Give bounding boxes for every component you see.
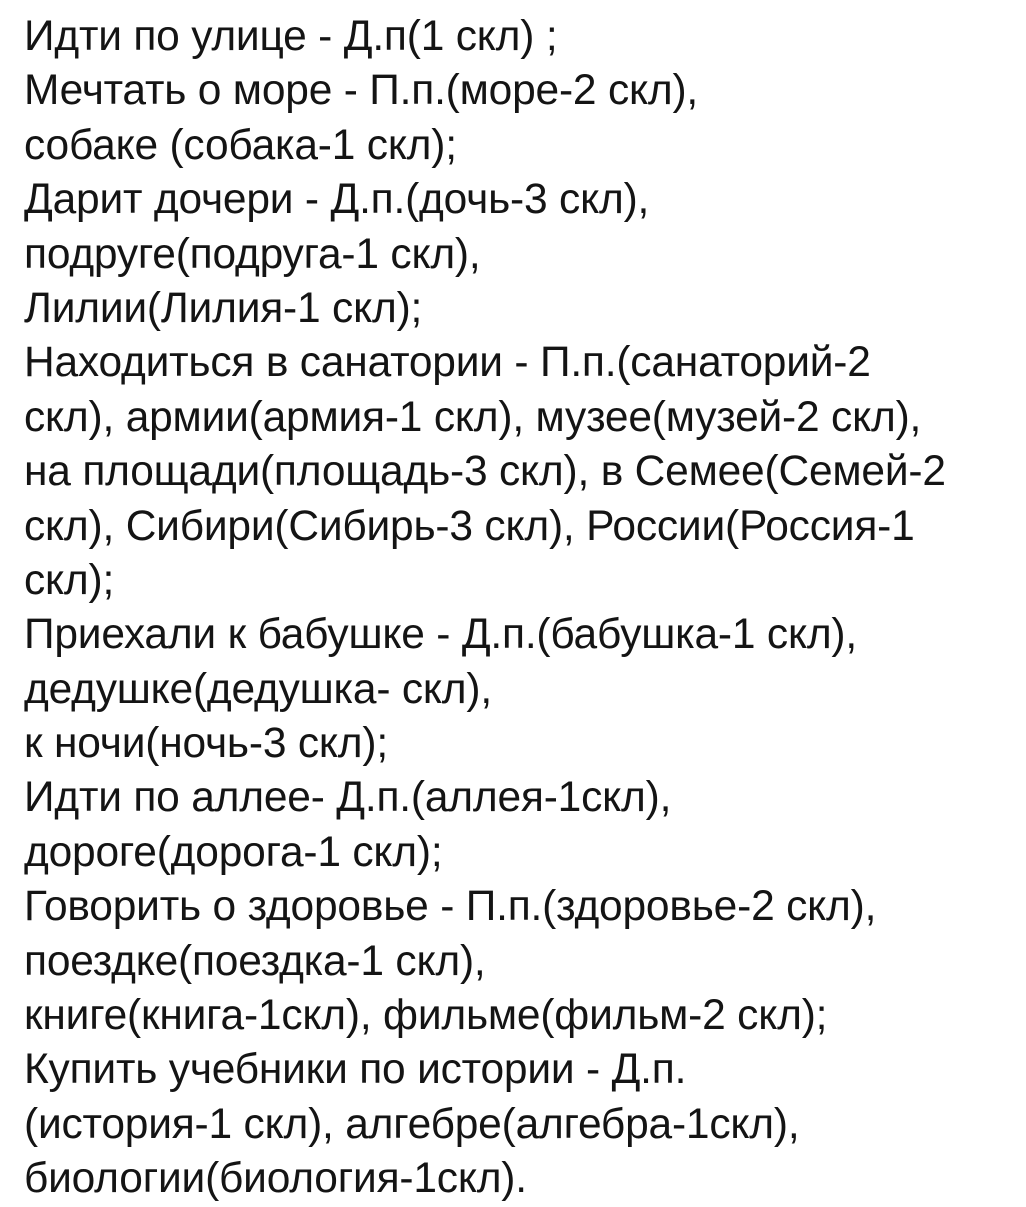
text-line: дедушке(дедушка- скл), xyxy=(24,665,492,713)
text-line: Мечтать о море - П.п.(море-2 скл), xyxy=(24,67,699,115)
text-line: Находиться в санатории - П.п.(санаторий-2 xyxy=(24,339,871,387)
text-line: Идти по аллее- Д.п.(аллея-1скл), xyxy=(24,774,672,822)
text-line: Приехали к бабушке - Д.п.(бабушка-1 скл), xyxy=(24,611,857,659)
text-line: Купить учебники по истории - Д.п. xyxy=(24,1046,687,1094)
text-line: Лилии(Лилия-1 скл); xyxy=(24,284,423,332)
text-line: на площади(площадь-3 скл), в Семее(Семей-2 xyxy=(24,448,946,496)
text-line: поездке(поездка-1 скл), xyxy=(24,937,486,985)
text-line: книге(книга-1скл), фильме(фильм-2 скл); xyxy=(24,992,828,1040)
text-line: скл), Сибири(Сибирь-3 скл), России(Россия-1 xyxy=(24,502,915,550)
text-line: биологии(биология-1скл). xyxy=(24,1155,527,1203)
document-text xyxy=(24,10,1019,1207)
text-line: дороге(дорога-1 скл); xyxy=(24,828,443,876)
text-line: (история-1 скл), алгебре(алгебра-1скл), xyxy=(24,1100,800,1148)
text-line: собаке (собака-1 скл); xyxy=(24,121,457,169)
text-line: скл), армии(армия-1 скл), музее(музей-2 скл), xyxy=(24,393,922,441)
text-line: скл); xyxy=(24,556,115,604)
text-line: Дарит дочери - Д.п.(дочь-3 скл), xyxy=(24,176,650,224)
text-line: Идти по улице - Д.п(1 скл) ; xyxy=(24,13,558,60)
text-line: подруге(подруга-1 скл), xyxy=(24,230,481,278)
text-line: Говорить о здоровье - П.п.(здоровье-2 скл), xyxy=(24,883,877,931)
text-line: к ночи(ночь-3 скл); xyxy=(24,720,388,768)
